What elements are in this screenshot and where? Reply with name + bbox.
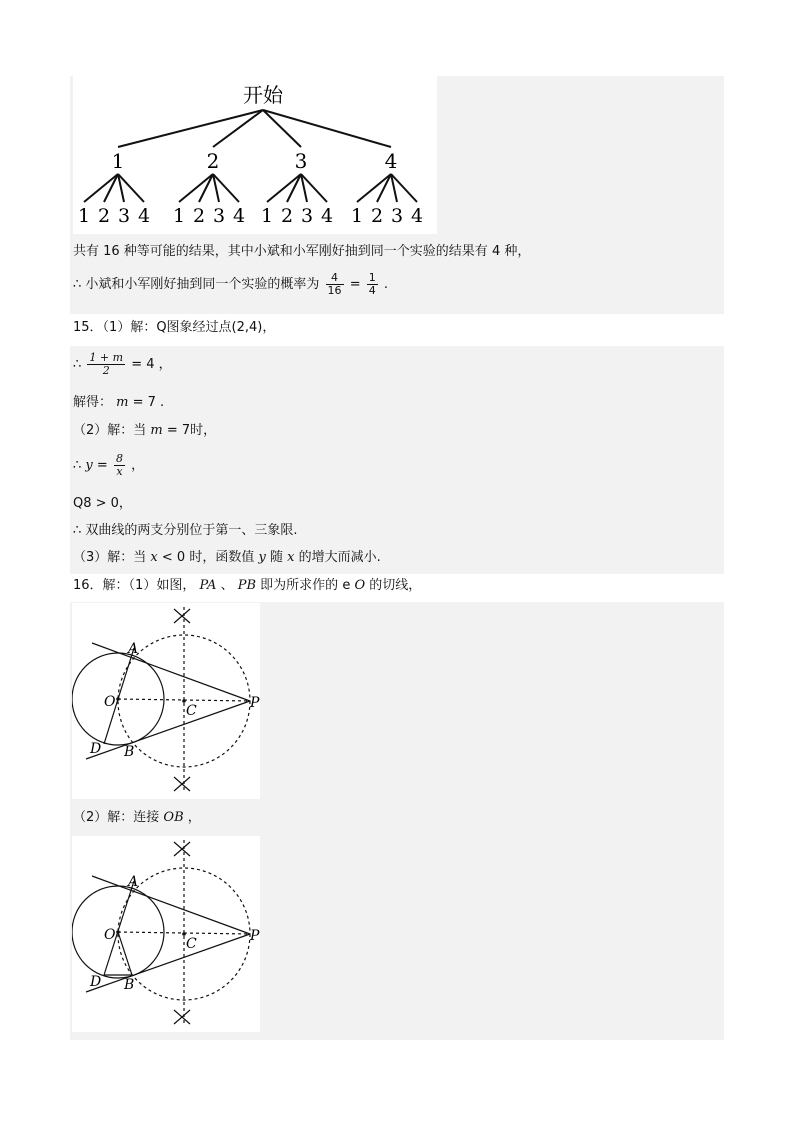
p16-line2	[73, 809, 201, 827]
p15-line4-var: m	[150, 423, 163, 438]
tree-leaf-3-4: 4	[320, 205, 334, 227]
p14-fraction-a	[326, 272, 344, 297]
label-o: O	[104, 694, 116, 710]
segment-ob-2	[118, 932, 132, 975]
p14-frac-a-num: 4	[326, 272, 344, 285]
tree-leaf-4-2: 2	[370, 205, 384, 227]
tree-leaf-2-1: 1	[172, 205, 186, 227]
tree-branch-2-1	[179, 174, 213, 202]
tree-branch-4-1	[357, 174, 391, 202]
p15-line4-suffix: = 7时，	[166, 423, 217, 438]
tree-level1	[112, 149, 398, 173]
p14-frac-b-den: 4	[368, 284, 376, 297]
tree-node-3: 3	[294, 149, 308, 173]
p14-line2-suffix: .	[383, 277, 389, 292]
tree-leaf-4-4: 4	[410, 205, 424, 227]
point-o-2	[116, 930, 120, 934]
p16-line1-mid: 即为所求作的	[260, 578, 339, 593]
tree-branch-1-1	[84, 174, 118, 202]
p16-o: O	[354, 578, 366, 593]
tree-leaf-2-3: 3	[212, 205, 226, 227]
p16-pa: PA	[199, 578, 217, 593]
p15-line8-mid: < 0 时，函数值	[161, 550, 255, 565]
p16-ob: OB	[163, 810, 184, 825]
p15-line2-suffix: = 4 ，	[131, 357, 172, 372]
p15-line8	[73, 549, 381, 567]
p15-fraction	[87, 352, 125, 377]
p15-therefore: ∴	[73, 357, 82, 372]
p15-line8-prefix: （3）解：当	[73, 550, 147, 565]
tangent-pa-2	[92, 876, 250, 934]
p14-line2-prefix: ∴ 小斌和小军刚好抽到同一个实验的概率为	[73, 277, 320, 292]
tree-leaf-3-1: 1	[260, 205, 274, 227]
tree-leaf-4-3: 3	[390, 205, 404, 227]
p14-line2	[73, 270, 388, 300]
tree-node-2: 2	[206, 149, 220, 173]
tree-branch-3-1	[267, 174, 301, 202]
tree-node-1: 1	[111, 149, 125, 173]
tree-branches	[118, 110, 391, 147]
p15-line1: 15．（1）解：Q图象经过点(2,4)，	[73, 320, 276, 335]
tree-branch-2-2	[199, 174, 213, 202]
tree-leaf-1-4: 4	[137, 205, 151, 227]
label-d: D	[90, 741, 102, 757]
tree-leaf-1-2: 2	[97, 205, 111, 227]
tree-branch-1-2	[104, 174, 118, 202]
p16-line1	[73, 577, 421, 595]
tree-diagram	[73, 76, 437, 234]
p15-line7: ∴ 双曲线的两支分别位于第一、三象限.	[73, 523, 298, 538]
p15-line3	[73, 394, 164, 412]
p15-line3-suffix: = 7 .	[132, 395, 165, 410]
p15-line8-var3: x	[287, 550, 295, 565]
p15-line8-mid2: 随	[269, 550, 283, 565]
tree-leaf-1-1: 1	[77, 205, 91, 227]
p15-line2	[73, 350, 172, 380]
p14-line1: 共有 16 种等可能的结果，其中小斌和小军刚好抽到同一个实验的结果有 4 种，	[73, 244, 531, 259]
tangent-pa	[92, 643, 250, 701]
p16-sep: 、	[220, 578, 234, 593]
p15-frac-den: 2	[102, 364, 110, 377]
p16-line2-prefix: （2）解：连接	[73, 810, 160, 825]
label-b: B	[124, 744, 135, 760]
label-p-2: P	[250, 928, 260, 944]
p14-fraction-b	[367, 272, 378, 297]
p15-line5-den: x	[116, 465, 123, 478]
p16-line1-prefix: 16．解：（1）如图，	[73, 578, 196, 593]
label-o-2: O	[104, 927, 116, 943]
p15-line8-var: x	[150, 550, 158, 565]
tree-diagram-svg	[73, 76, 437, 234]
tree-leaf-1-3: 3	[117, 205, 131, 227]
label-c: C	[186, 703, 197, 719]
tree-leaf-3-2: 2	[280, 205, 294, 227]
p16-circle-symbol: e	[342, 578, 351, 593]
p14-frac-b-num: 1	[368, 271, 376, 284]
p15-line4	[73, 422, 216, 440]
p15-line5-eq: =	[96, 458, 108, 473]
tree-leaf-2-2: 2	[192, 205, 206, 227]
tree-leaf-4-1: 1	[350, 205, 364, 227]
p15-frac-num: 1 + m	[89, 351, 124, 364]
tree-branch-3-2	[287, 174, 301, 202]
tree-leaf-2-4: 4	[232, 205, 246, 227]
p14-equals: =	[349, 277, 361, 292]
p15-line3-prefix: 解得：	[73, 395, 113, 410]
p15-line5-fraction	[114, 453, 125, 478]
p15-line5-var: y	[85, 458, 93, 473]
geometry-figure-1	[72, 603, 260, 799]
p15-line5-num: 8	[115, 452, 123, 465]
p15-line3-var: m	[116, 395, 129, 410]
tree-node-4: 4	[384, 149, 398, 173]
p16-pb: PB	[237, 578, 257, 593]
label-c-2: C	[186, 936, 197, 952]
label-p: P	[250, 695, 260, 711]
p15-line5-prefix: ∴	[73, 458, 82, 473]
label-d-2: D	[90, 974, 102, 990]
label-b-2: B	[124, 977, 135, 993]
p15-line6: Q8 > 0，	[73, 496, 132, 511]
p16-line2-suffix: ，	[187, 810, 201, 825]
p14-frac-a-den: 16	[327, 284, 342, 297]
tree-branch-4-2	[377, 174, 391, 202]
p15-line8-suffix: 的增大而减小.	[298, 550, 381, 565]
geometry-figure-1-svg	[72, 603, 260, 799]
label-a: A	[128, 641, 139, 657]
p15-line5	[73, 450, 144, 482]
p16-line1-suffix: 的切线，	[369, 578, 422, 593]
label-a-2: A	[128, 874, 139, 890]
p15-line8-var2: y	[258, 550, 266, 565]
tree-leaf-3-3: 3	[300, 205, 314, 227]
tree-leaves	[78, 174, 423, 227]
p15-line5-suffix: ，	[131, 458, 145, 473]
geometry-figure-2-svg	[72, 836, 260, 1032]
geometry-figure-2	[72, 836, 260, 1032]
p15-line4-prefix: （2）解：当	[73, 423, 147, 438]
point-o	[116, 697, 120, 701]
tree-root-label: 开始	[243, 83, 283, 107]
